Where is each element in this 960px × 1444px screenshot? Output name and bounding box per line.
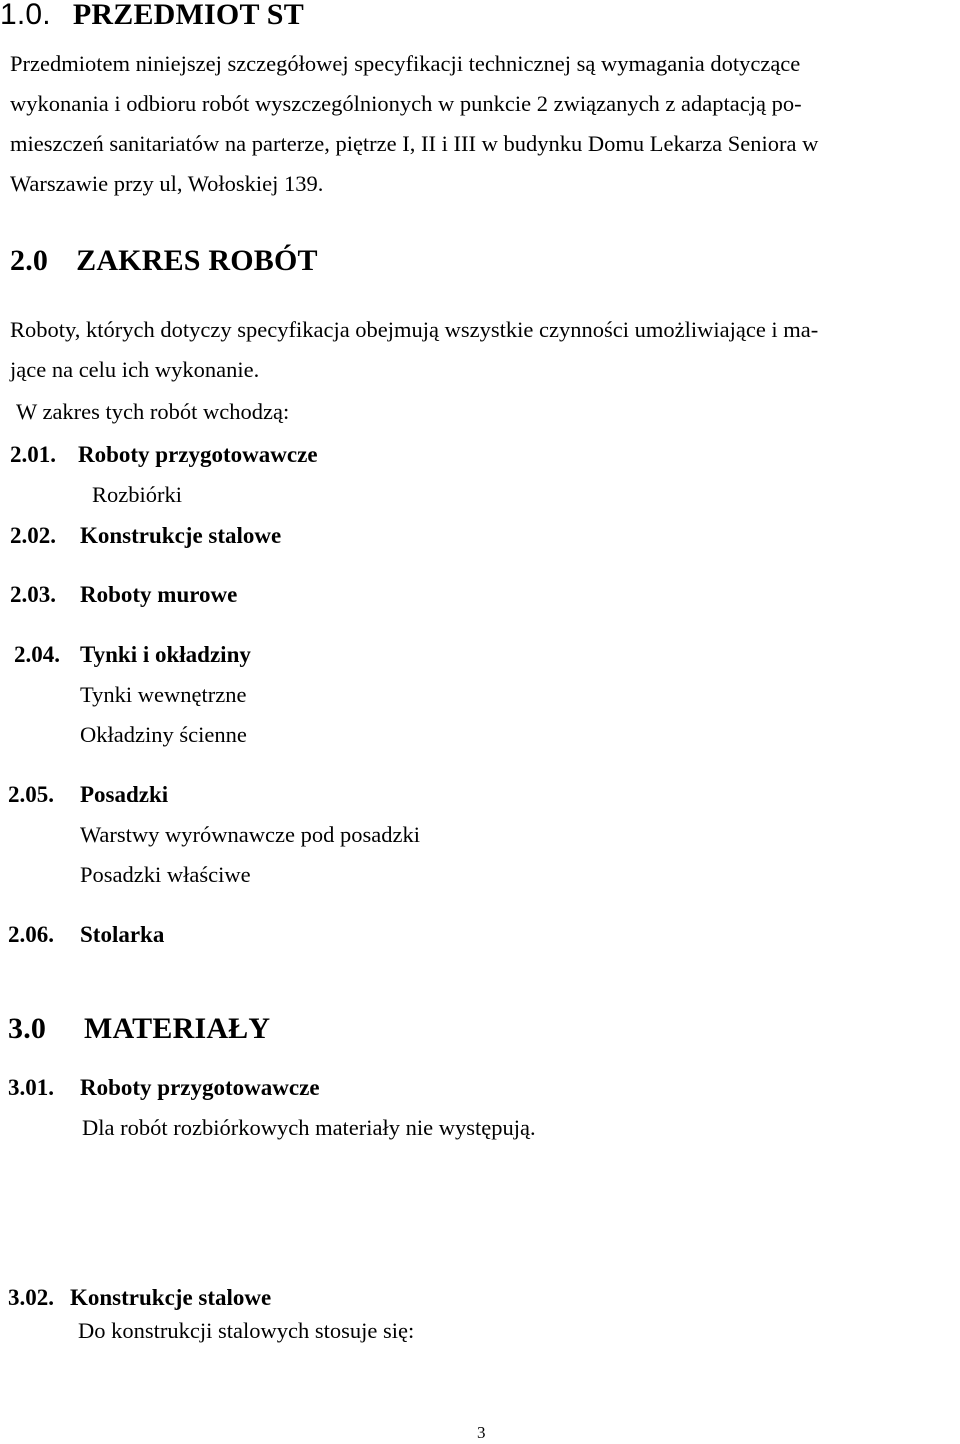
item-3-01-heading [8, 1075, 320, 1101]
page-number: 3 [477, 1423, 486, 1442]
item-number: 3.02. [8, 1285, 54, 1310]
section-1-heading [0, 0, 304, 32]
item-title: Konstrukcje stalowe [80, 523, 282, 548]
item-number: 2.01. [10, 442, 56, 467]
paragraph-line: Warszawie przy ul, Wołoskiej 139. [10, 171, 324, 196]
item-sub-line: Okładziny ścienne [80, 722, 247, 747]
item-title: Roboty przygotowawcze [78, 442, 318, 467]
item-3-02-heading [8, 1285, 271, 1311]
item-number: 2.03. [10, 582, 56, 607]
section-2-heading [10, 244, 318, 278]
item-sub-line: Tynki wewnętrzne [80, 682, 247, 707]
paragraph-line: Przedmiotem niniejszej szczegółowej specyfikacji technicznej są wymagania dotyczące [10, 51, 801, 76]
item-2-04-heading [14, 642, 251, 668]
item-number: 2.05. [8, 782, 54, 807]
section-2-paragraph [10, 310, 960, 390]
section-3-heading [8, 1012, 270, 1046]
section-2-title: ZAKRES ROBÓT [76, 244, 318, 277]
section-1-paragraph [10, 44, 960, 204]
item-sub-line: Rozbiórki [92, 482, 182, 507]
item-2-05-heading [8, 782, 168, 808]
item-sub-line: Warstwy wyrównawcze pod posadzki [80, 822, 420, 847]
item-title: Konstrukcje stalowe [70, 1285, 272, 1310]
item-text: Do konstrukcji stalowych stosuje się: [78, 1318, 415, 1343]
scope-intro: W zakres tych robót wchodzą: [16, 399, 290, 424]
section-3-title: MATERIAŁY [84, 1012, 271, 1045]
item-title: Stolarka [80, 922, 165, 947]
item-number: 2.04. [14, 642, 60, 667]
section-1-number: 1.0. [0, 0, 51, 31]
item-title: Roboty przygotowawcze [80, 1075, 320, 1100]
section-1-title: PRZEDMIOT ST [72, 0, 304, 31]
item-2-01-heading [10, 442, 318, 468]
item-2-02-heading [10, 523, 281, 549]
section-2-number: 2.0 [10, 244, 49, 277]
item-sub-line: Posadzki właściwe [80, 862, 251, 887]
paragraph-line: Roboty, których dotyczy specyfikacja obejmują wszystkie czynności umożliwiające i ma- [10, 317, 819, 342]
item-number: 3.01. [8, 1075, 54, 1100]
item-title: Posadzki [80, 782, 169, 807]
paragraph-line: wykonania i odbioru robót wyszczególnionych w punkcie 2 związanych z adaptacją po- [10, 91, 802, 116]
item-text: Dla robót rozbiórkowych materiały nie występują. [82, 1115, 536, 1140]
item-title: Tynki i okładziny [80, 642, 251, 667]
item-2-03-heading [10, 582, 237, 608]
item-number: 2.02. [10, 523, 56, 548]
item-2-06-heading [8, 922, 164, 948]
paragraph-line: mieszczeń sanitariatów na parterze, piętrze I, II i III w budynku Domu Lekarza Seniora w [10, 131, 819, 156]
paragraph-line: jące na celu ich wykonanie. [10, 357, 260, 382]
item-number: 2.06. [8, 922, 54, 947]
item-title: Roboty murowe [80, 582, 238, 607]
section-3-number: 3.0 [8, 1012, 47, 1045]
